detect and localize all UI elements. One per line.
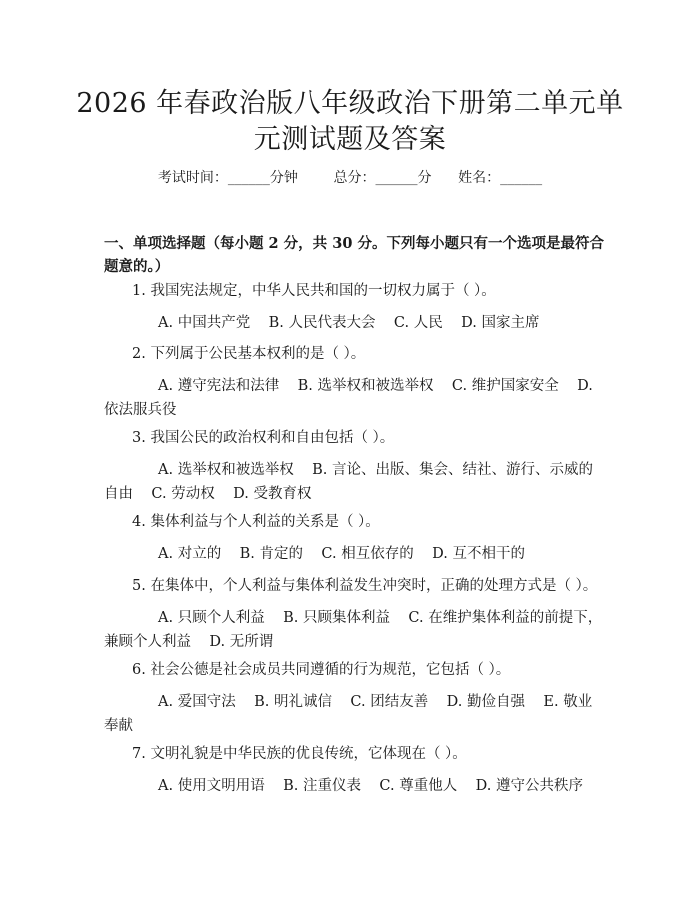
page-title-line-2: 元测试题及答案 [253,124,447,155]
question-6 [104,658,604,682]
student-name-field: 姓名：______ [458,170,543,186]
question-6-options: A. 爱国守法 B. 明礼诚信 C. 团结友善 D. 勤俭自强 E. 敬业奉献 [104,694,593,734]
question-text: 2. 下列属于公民基本权利的是（ ）。 [132,346,366,362]
question-text: 4. 集体利益与个人利益的关系是（ ）。 [132,514,380,530]
question-text: 7. 文明礼貌是中华民族的优良传统，它体现在（ ）。 [132,746,467,762]
question-3-options: A. 选举权和被选举权 B. 言论、出版、集会、结社、游行、示威的自由 C. 劳动权 D. 受教育权 [104,462,593,502]
question-4 [104,510,604,534]
question-3 [104,426,604,450]
question-2 [104,342,604,366]
question-text: 6. 社会公德是社会成员共同遵循的行为规范，它包括（ ）。 [132,662,511,678]
question-1 [104,279,604,303]
question-4-options: A. 对立的 B. 肯定的 C. 相互依存的 D. 互不相干的 [158,546,525,562]
question-5 [104,574,604,598]
question-1-options: A. 中国共产党 B. 人民代表大会 C. 人民 D. 国家主席 [158,315,540,331]
question-text: 1. 我国宪法规定，中华人民共和国的一切权力属于（ ）。 [132,283,496,299]
total-score-field: 总分：______分 [333,170,432,186]
exam-time-field: 考试时间：______分钟 [157,170,298,186]
question-text: 3. 我国公民的政治权利和自由包括（ ）。 [132,430,395,446]
question-7-options: A. 使用文明用语 B. 注重仪表 C. 尊重他人 D. 遵守公共秩序 [158,778,583,794]
section-heading: 一、单项选择题（每小题 2 分，共 30 分。下列每小题只有一个选项是最符合题意的。） [104,235,604,275]
question-7 [104,742,604,766]
page-title-line-1: 2026 年春政治版八年级政治下册第二单元单 [76,88,624,119]
question-2-options: A. 遵守宪法和法律 B. 选举权和被选举权 C. 维护国家安全 D. 依法服兵役 [104,378,598,418]
question-text: 5. 在集体中，个人利益与集体利益发生冲突时，正确的处理方式是（ ）。 [132,578,598,594]
question-5-options: A. 只顾个人利益 B. 只顾集体利益 C. 在维护集体利益的前提下，兼顾个人利益 D. 无所谓 [104,610,603,650]
exam-meta [0,168,700,188]
